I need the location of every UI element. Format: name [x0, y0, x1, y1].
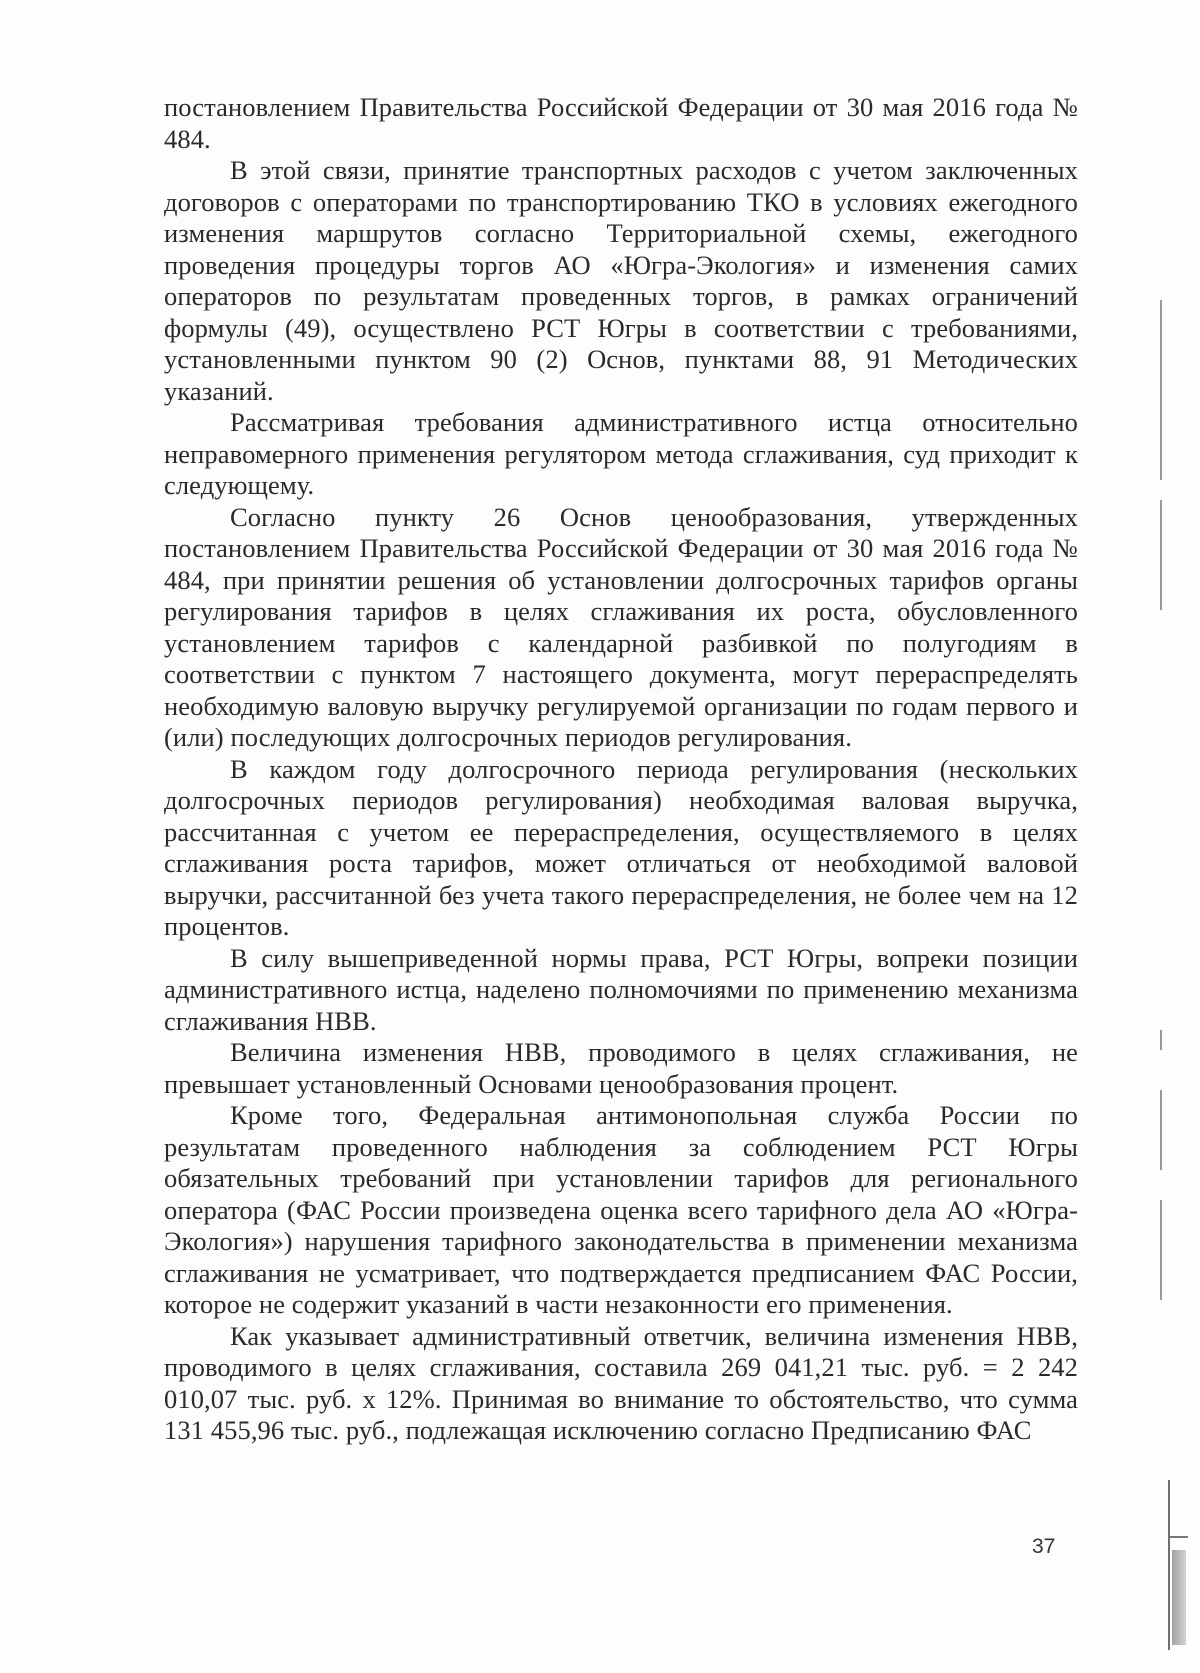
paragraph-1: постановлением Правительства Российской Федерации от 30 мая 2016 года № 484.: [164, 92, 1078, 154]
scan-mark: [1160, 1030, 1162, 1050]
paragraph-7: Величина изменения НВВ, проводимого в целях сглаживания, не превышает установленный Основами ценообразования процент.: [164, 1037, 1078, 1099]
paragraph-6: В силу вышеприведенной нормы права, РСТ Югры, вопреки позиции административного истца, наделено полномочиями по применению механизма сглаживания НВВ.: [164, 942, 1078, 1036]
scan-mark: [1160, 1090, 1162, 1170]
paragraph-4: Согласно пункту 26 Основ ценообразования, утвержденных постановлением Правительства Российской Федерации от 30 мая 2016 года № 484, при принятии решения об установлении долгосрочных тарифов органы регулирования тарифов в целях сглаживания их роста, обусловленного установлением тарифов с календарной разбивкой по полугодиям в соответствии с пунктом 7 настоящего документа, могут перераспределять необходимую валовую выручку регулируемой организации по годам первого и (или) последующих долгосрочных периодов регулирования.: [164, 501, 1078, 752]
scan-edge-smudge: [1172, 1550, 1186, 1645]
scan-edge-bar: [1168, 1480, 1170, 1650]
scan-edge-tick: [1170, 1536, 1188, 1538]
document-body: [164, 92, 1078, 1447]
paragraph-2: В этой связи, принятие транспортных расходов с учетом заключенных договоров с операторами по транспортированию ТКО в условиях ежегодного изменения маршрутов согласно Территориальной схемы, ежегодного проведения процедуры торгов АО «Югра-Экология» и изменения самих операторов по результатам проведенных торгов, в рамках ограничений формулы (49), осуществлено РСТ Югры в соответствии с требованиями, установленными пунктом 90 (2) Основ, пунктами 88, 91 Методических указаний.: [164, 155, 1078, 406]
scan-mark: [1160, 1200, 1162, 1300]
page-number: 37: [1032, 1535, 1056, 1558]
scan-edge-artifact: [1168, 1480, 1190, 1650]
paragraph-3: Рассматривая требования административного истца относительно неправомерного применения регулятором метода сглаживания, суд приходит к следующему.: [164, 407, 1078, 500]
paragraph-8: Кроме того, Федеральная антимонопольная служба России по результатам проведенного наблюдения за соблюдением РСТ Югры обязательных требований при установлении тарифов для регионального оператора (ФАС России произведена оценка всего тарифного дела АО «Югра-Экология») нарушения тарифного законодательства в применении механизма сглаживания не усматривает, что подтверждается предписанием ФАС России, которое не содержит указаний в части незаконности его применения.: [164, 1100, 1078, 1319]
scan-mark: [1160, 500, 1162, 610]
scan-mark: [1160, 300, 1162, 480]
paragraph-5: В каждом году долгосрочного периода регулирования (нескольких долгосрочных периодов регулирования) необходимая валовая выручка, рассчитанная с учетом ее перераспределения, осуществляемого в целях сглаживания роста тарифов, может отличаться от необходимой валовой выручки, рассчитанной без учета такого перераспределения, не более чем на 12 процентов.: [164, 753, 1078, 941]
paragraph-9: Как указывает административный ответчик, величина изменения НВВ, проводимого в целях сглаживания, составила 269 041,21 тыс. руб. = 2 242 010,07 тыс. руб. х 12%. Принимая во внимание то обстоятельство, что сумма 131 455,96 тыс. руб., подлежащая исключению согласно Предписанию ФАС: [164, 1320, 1078, 1445]
